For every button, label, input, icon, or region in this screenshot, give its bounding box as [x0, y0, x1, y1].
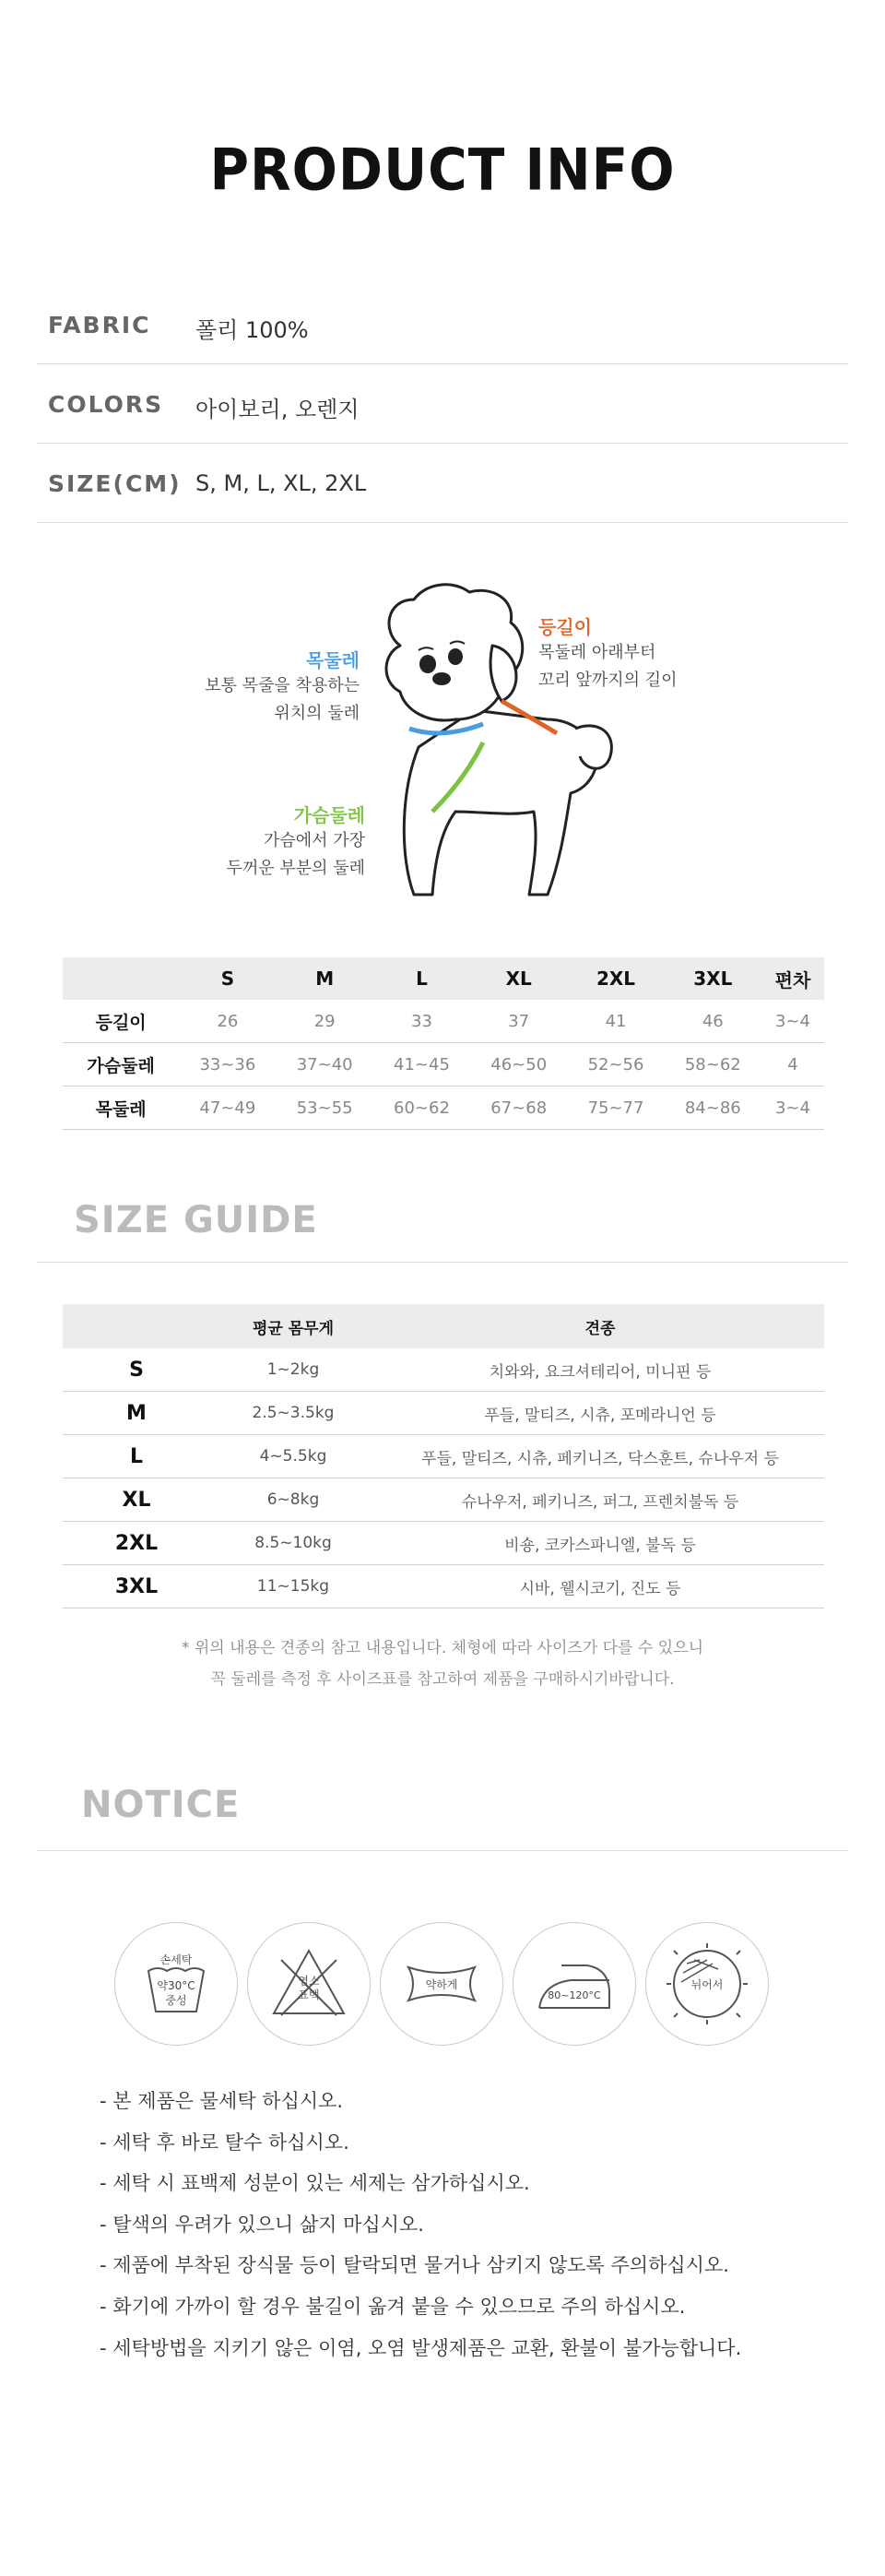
- table-row: [63, 1000, 824, 1043]
- iron-icon: [513, 1922, 636, 2046]
- header-cell: L: [373, 957, 470, 1000]
- neck-desc-2: 위치의 둘레: [274, 704, 360, 723]
- table-row: [63, 1348, 824, 1392]
- table-cell: 37~40: [277, 1043, 373, 1086]
- header-cell: M: [277, 957, 373, 1000]
- table-cell: 75~77: [567, 1086, 664, 1130]
- header-cell: 편차: [761, 957, 824, 1000]
- table-row: [63, 1435, 824, 1478]
- iron-label: 80~120°C: [548, 1989, 601, 2001]
- breed-cell: 치와와, 요크셔테리어, 미니핀 등: [376, 1348, 824, 1392]
- size-value: S, M, L, XL, 2XL: [195, 470, 367, 496]
- colors-label: COLORS: [48, 391, 164, 418]
- table-cell: 3~4: [761, 1000, 824, 1043]
- table-row: [63, 1043, 824, 1086]
- no-bleach-line-2: 표백: [298, 1988, 320, 2001]
- dry-clean-icon: [380, 1922, 503, 2046]
- note-line-2: 꼭 둘레를 측정 후 사이즈표를 참고하여 제품을 구매하시기바랍니다.: [210, 1670, 675, 1689]
- header-cell: [63, 957, 179, 1000]
- page-title: PRODUCT INFO: [209, 136, 676, 204]
- notice-list: [100, 2081, 741, 2368]
- back-desc-1: 목둘레 아래부터: [538, 643, 656, 662]
- table-row: [63, 1086, 824, 1130]
- lay-flat-label: 뉘어서: [690, 1978, 724, 1991]
- back-callout: [538, 612, 723, 694]
- chest-callout: [184, 801, 365, 883]
- divider: [37, 1850, 848, 1851]
- breed-cell: 시바, 웰시코기, 진도 등: [376, 1565, 824, 1609]
- size-cell: M: [63, 1392, 210, 1435]
- breed-cell: 슈나우저, 페키니즈, 퍼그, 프렌치불독 등: [376, 1478, 824, 1522]
- table-row: [63, 1478, 824, 1522]
- list-item: - 세탁방법을 지키기 않은 이염, 오염 발생제품은 교환, 환불이 불가능합니다.: [100, 2336, 742, 2359]
- table-cell: 46: [665, 1000, 761, 1043]
- fabric-row: [37, 284, 848, 364]
- list-item: - 탈색의 우려가 있으니 삶지 마십시오.: [100, 2213, 424, 2236]
- table-cell: 4: [761, 1043, 824, 1086]
- colors-value: 아이보리, 오렌지: [195, 397, 360, 422]
- header-cell: 견종: [376, 1304, 824, 1348]
- list-item: - 세탁 시 표백제 성분이 있는 세제는 삼가하십시오.: [100, 2172, 530, 2195]
- header-cell: 2XL: [567, 957, 664, 1000]
- table-cell: 52~56: [567, 1043, 664, 1086]
- table-cell: 47~49: [179, 1086, 276, 1130]
- size-table: [63, 957, 824, 1130]
- table-cell: 60~62: [373, 1086, 470, 1130]
- size-cell: 3XL: [63, 1565, 210, 1609]
- table-cell: 37: [470, 1000, 567, 1043]
- weight-cell: 4~5.5kg: [210, 1435, 376, 1478]
- table-cell: 26: [179, 1000, 276, 1043]
- fabric-label: FABRIC: [48, 312, 151, 338]
- header-cell: XL: [470, 957, 567, 1000]
- dry-clean-label: 약하게: [425, 1978, 458, 1991]
- breed-cell: 비숑, 코카스파니엘, 불독 등: [376, 1522, 824, 1565]
- chest-desc-1: 가슴에서 가장: [263, 831, 365, 850]
- back-desc-2: 꼬리 앞까지의 길이: [538, 671, 678, 690]
- list-item: - 제품에 부착된 장식물 등이 탈락되면 물거나 삼키지 않도록 주의하십시오.: [100, 2254, 729, 2277]
- neck-callout: [184, 646, 360, 728]
- hand-wash-line-2: 약30°C: [157, 1979, 195, 1992]
- table-cell: 84~86: [665, 1086, 761, 1130]
- breed-cell: 푸들, 말티즈, 시츄, 페키니즈, 닥스훈트, 슈나우저 등: [376, 1435, 824, 1478]
- weight-cell: 2.5~3.5kg: [210, 1392, 376, 1435]
- table-row: [63, 1392, 824, 1435]
- back-label: 등길이: [538, 616, 592, 638]
- table-cell: 53~55: [277, 1086, 373, 1130]
- no-bleach-icon: [247, 1922, 371, 2046]
- table-row: [63, 1565, 824, 1609]
- size-cell: L: [63, 1435, 210, 1478]
- note-line-1: * 위의 내용은 견종의 참고 내용입니다. 체형에 따라 사이즈가 다를 수 있으니: [181, 1639, 703, 1657]
- table-cell: 41~45: [373, 1043, 470, 1086]
- weight-cell: 6~8kg: [210, 1478, 376, 1522]
- size-cell: 2XL: [63, 1522, 210, 1565]
- list-item: - 세탁 후 바로 탈수 하십시오.: [100, 2131, 349, 2154]
- hand-wash-line-3: 중성: [165, 1994, 187, 2007]
- weight-cell: 11~15kg: [210, 1565, 376, 1609]
- list-item: - 화기에 가까이 할 경우 불길이 옮겨 붙을 수 있으므로 주의 하십시오.: [100, 2295, 686, 2318]
- neck-desc-1: 보통 목줄을 착용하는: [205, 676, 360, 695]
- table-cell: 33: [373, 1000, 470, 1043]
- size-row: [37, 443, 848, 523]
- chest-desc-2: 두꺼운 부분의 둘레: [226, 859, 365, 878]
- table-cell: 46~50: [470, 1043, 567, 1086]
- weight-cell: 8.5~10kg: [210, 1522, 376, 1565]
- guide-table-header: [63, 1304, 824, 1348]
- size-guide-title: SIZE GUIDE: [74, 1199, 318, 1241]
- row-header: 등길이: [63, 1000, 179, 1043]
- size-guide-table: [63, 1304, 824, 1609]
- hand-wash-line-1: 손세탁: [159, 1953, 193, 1966]
- lay-flat-dry-icon: [645, 1922, 769, 2046]
- divider: [37, 1262, 848, 1263]
- row-header: 가슴둘레: [63, 1043, 179, 1086]
- row-header: 목둘레: [63, 1086, 179, 1130]
- size-cell: S: [63, 1348, 210, 1392]
- hand-wash-icon: [114, 1922, 238, 2046]
- weight-cell: 1~2kg: [210, 1348, 376, 1392]
- size-label: SIZE(CM): [48, 470, 182, 497]
- header-cell: [63, 1304, 210, 1348]
- table-cell: 58~62: [665, 1043, 761, 1086]
- table-cell: 29: [277, 1000, 373, 1043]
- header-cell: 3XL: [665, 957, 761, 1000]
- size-table-header: [63, 957, 824, 1000]
- list-item: - 본 제품은 물세탁 하십시오.: [100, 2090, 344, 2112]
- colors-row: [37, 363, 848, 444]
- notice-title: NOTICE: [81, 1784, 241, 1826]
- table-cell: 3~4: [761, 1086, 824, 1130]
- fabric-value: 폴리 100%: [195, 317, 309, 343]
- neck-label: 목둘레: [306, 649, 360, 671]
- chest-label: 가슴둘레: [293, 804, 365, 826]
- no-bleach-line-1: 염소: [298, 1975, 320, 1988]
- header-cell: 평균 몸무게: [210, 1304, 376, 1348]
- table-cell: 41: [567, 1000, 664, 1043]
- header-cell: S: [179, 957, 276, 1000]
- breed-cell: 푸들, 말티즈, 시츄, 포메라니언 등: [376, 1392, 824, 1435]
- table-cell: 33~36: [179, 1043, 276, 1086]
- size-guide-note: [0, 1632, 885, 1695]
- table-cell: 67~68: [470, 1086, 567, 1130]
- size-cell: XL: [63, 1478, 210, 1522]
- table-row: [63, 1522, 824, 1565]
